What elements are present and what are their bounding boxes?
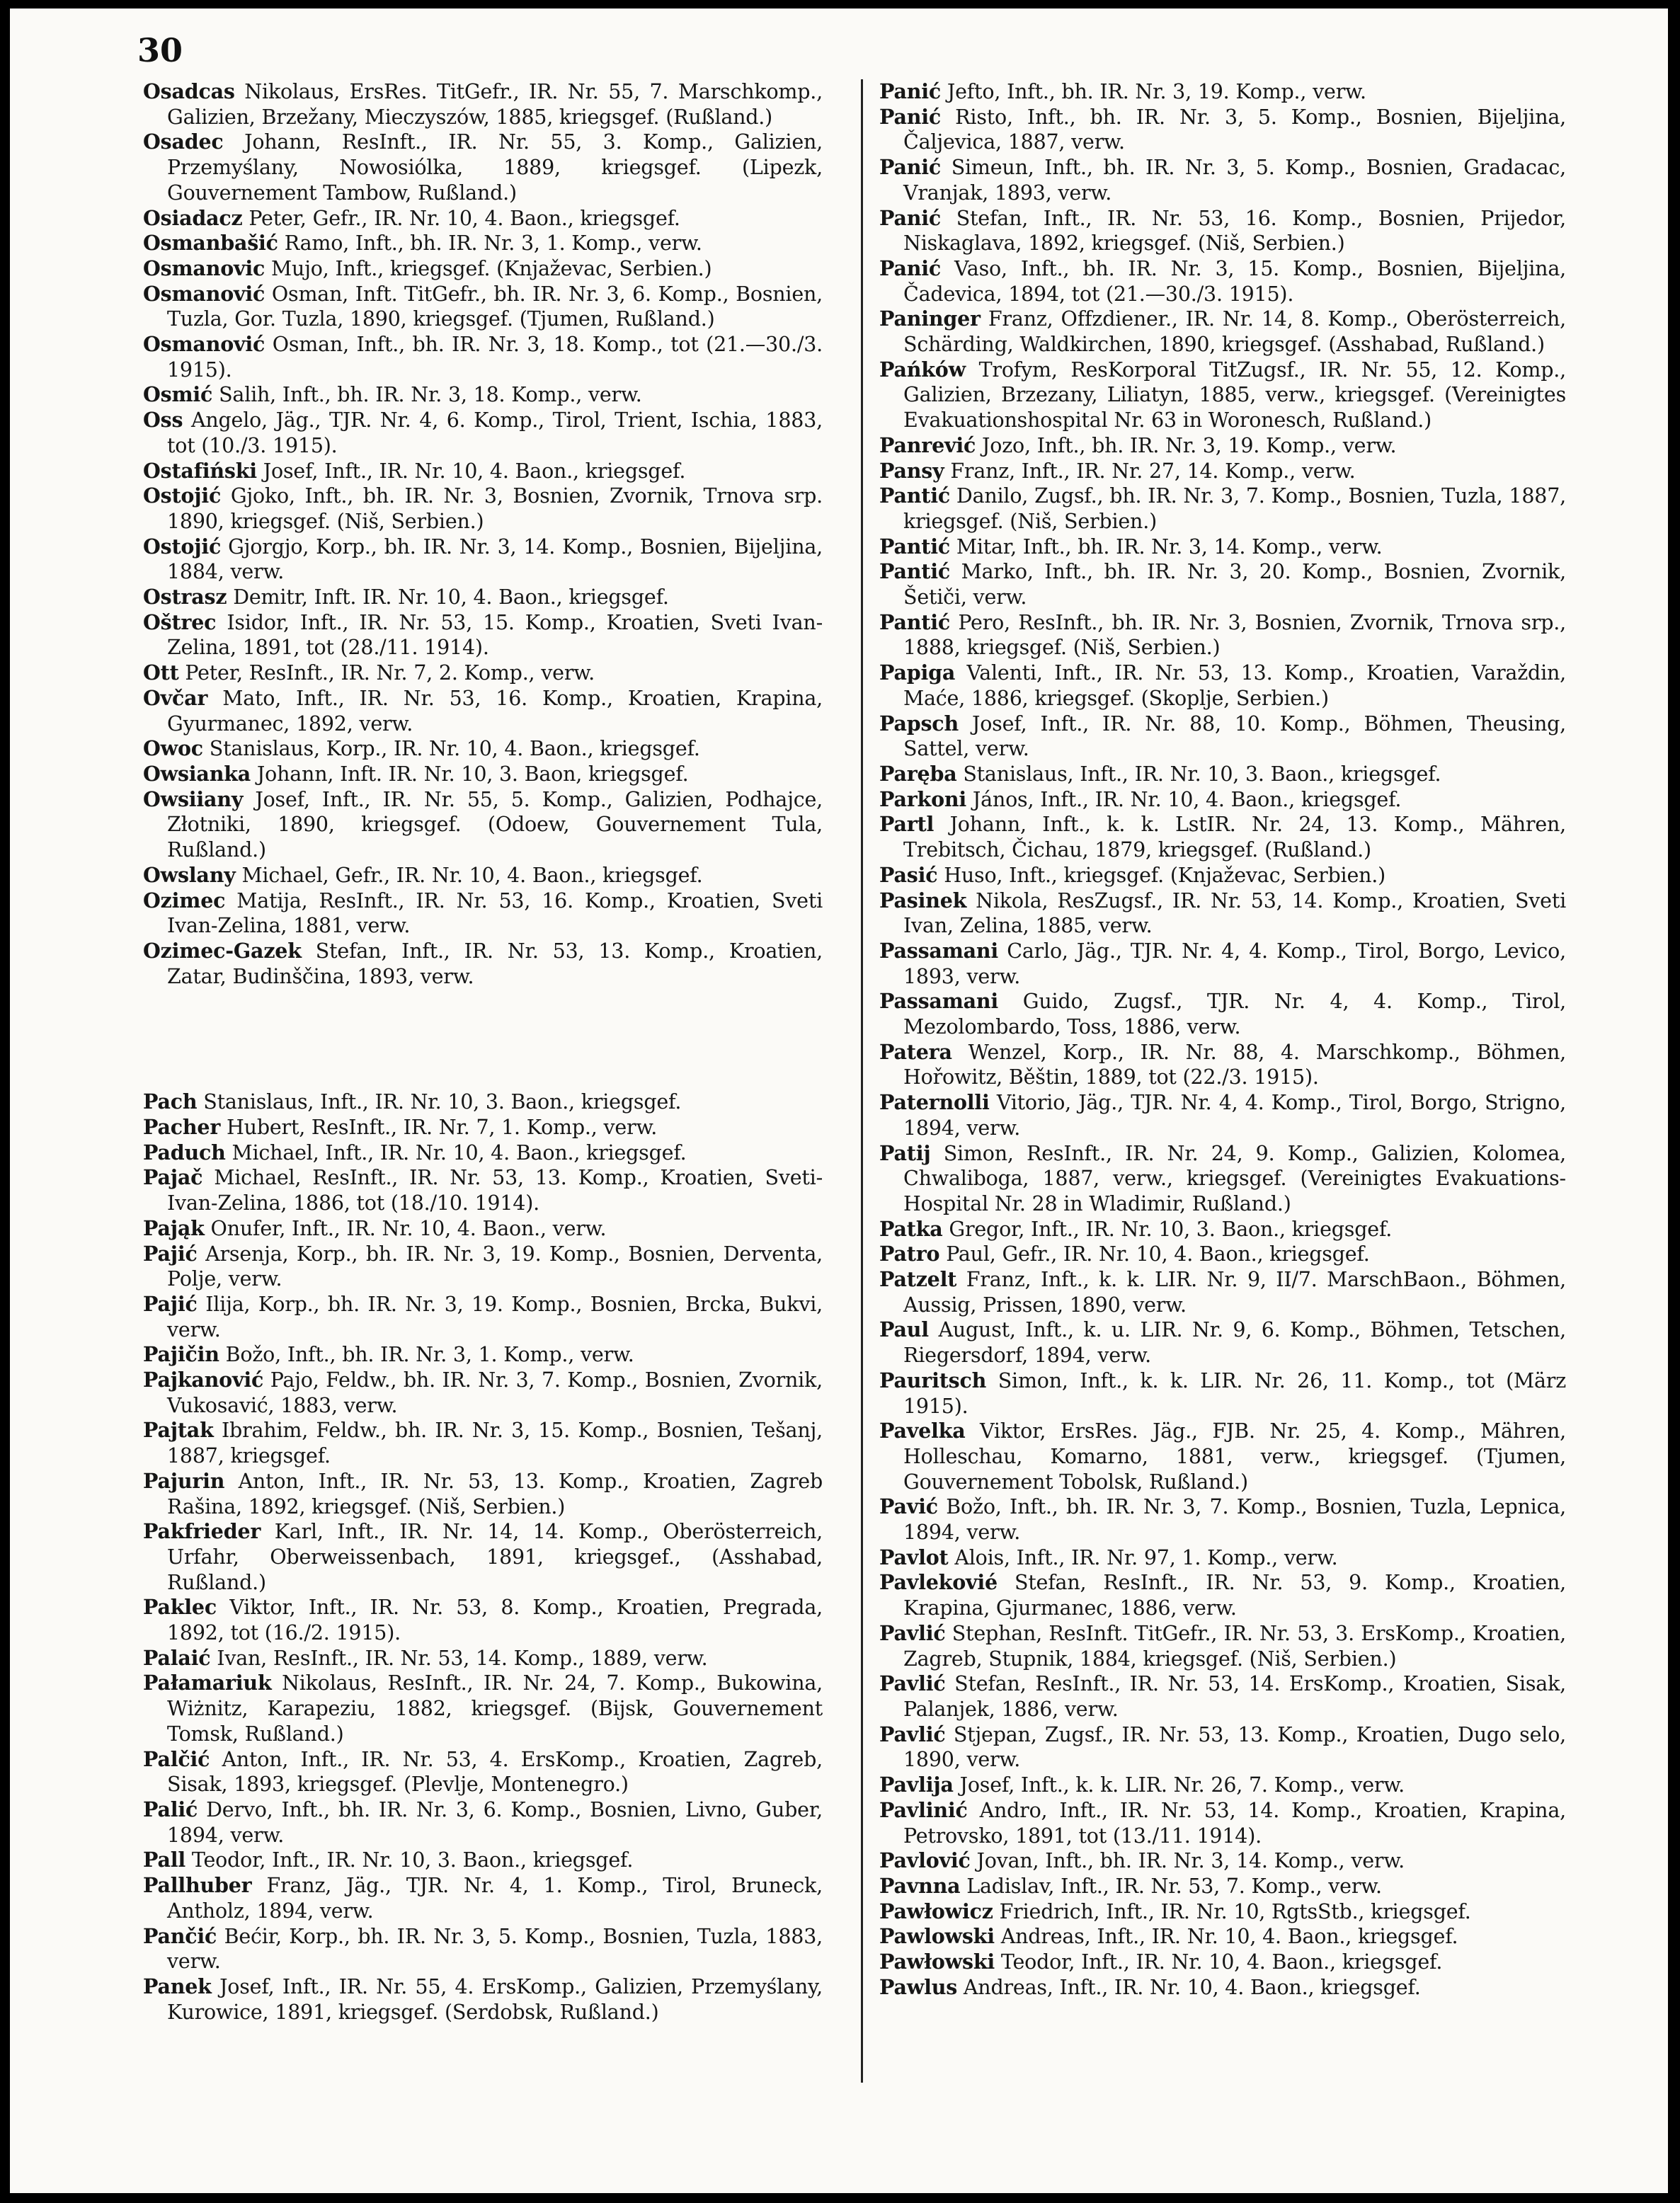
- entry-details: Jozo, Inft., bh. IR. Nr. 3, 19. Komp., verw.: [982, 433, 1397, 457]
- entry-name: Pawłowski: [879, 1950, 995, 1974]
- list-item: [143, 1216, 823, 1242]
- entry-details: Marko, Inft., bh. IR. Nr. 3, 20. Komp., Bosnien, Zvornik, Šetiči, verw.: [903, 560, 1566, 610]
- entry-details: Paul, Gefr., IR. Nr. 10, 4. Baon., kriegsgef.: [946, 1242, 1370, 1266]
- document-page: [10, 8, 1668, 2193]
- list-item: [879, 105, 1566, 155]
- entry-details: Huso, Inft., kriegsgef. (Knjaževac, Serbien.): [944, 863, 1386, 887]
- entry-details: Nikolaus, ResInft., IR. Nr. 24, 7. Komp., Bukowina, Wiżnitz, Karapeziu, 1882, kriegsgef. (Bijsk, Gouvernement Tomsk, Rußland.): [167, 1671, 823, 1746]
- entry-name: Owslany: [143, 862, 236, 887]
- entry-name: Pajkanović: [143, 1368, 264, 1392]
- list-item: [143, 1292, 823, 1342]
- entry-name: Pavlić: [879, 1671, 946, 1696]
- list-item: [143, 787, 823, 863]
- entry-name: Panić: [879, 155, 942, 180]
- entry-name: Paklec: [143, 1595, 217, 1620]
- section-gap: [143, 989, 823, 1089]
- list-item: [879, 863, 1566, 888]
- list-item: [143, 610, 823, 660]
- list-item: [143, 1368, 823, 1418]
- entry-details: Salih, Inft., bh. IR. Nr. 3, 18. Komp., verw.: [219, 383, 642, 407]
- entry-details: Ilija, Korp., bh. IR. Nr. 3, 19. Komp., Bosnien, Brcka, Bukvi, verw.: [167, 1292, 823, 1341]
- list-item: [879, 1545, 1566, 1571]
- list-item: [879, 1671, 1566, 1722]
- left-column: [143, 79, 823, 2025]
- list-item: [143, 1848, 823, 1873]
- list-item: [143, 585, 823, 610]
- entry-details: Stefan, ResInft., IR. Nr. 53, 9. Komp., Kroatien, Krapina, Gjurmanec, 1886, verw.: [903, 1571, 1566, 1620]
- entry-name: Pajtak: [143, 1418, 214, 1443]
- list-item: [143, 1671, 823, 1746]
- right-column: [879, 79, 1566, 2000]
- entry-name: Pawłowicz: [879, 1899, 993, 1923]
- list-item: [143, 1747, 823, 1797]
- entry-name: Oštrec: [143, 610, 217, 634]
- entry-details: Stjepan, Zugsf., IR. Nr. 53, 13. Komp., Kroatien, Dugo selo, 1890, verw.: [903, 1722, 1567, 1772]
- list-item: [879, 534, 1566, 560]
- entry-details: Carlo, Jäg., TJR. Nr. 4, 4. Komp., Tirol, Borgo, Levico, 1893, verw.: [903, 939, 1566, 988]
- list-item: [143, 1242, 823, 1292]
- entry-name: Pavlinić: [879, 1797, 968, 1822]
- entry-name: Pantić: [879, 483, 950, 508]
- list-item: [143, 1797, 823, 1848]
- entry-name: Paręba: [879, 761, 957, 786]
- entry-name: Osiadacz: [143, 205, 243, 230]
- section-o-entries: [143, 79, 823, 989]
- entry-name: Ostojić: [143, 483, 222, 508]
- list-item: [879, 888, 1566, 939]
- entry-details: Pero, ResInft., bh. IR. Nr. 3, Bosnien, Zvornik, Trnova srp., 1888, kriegsgef. (Niš, Serbien.): [903, 610, 1567, 660]
- entry-name: Pantić: [879, 610, 950, 634]
- entry-details: Danilo, Zugsf., bh. IR. Nr. 3, 7. Komp., Bosnien, Tuzla, 1887, kriegsgef. (Niš, Serbien.): [903, 484, 1567, 533]
- entry-name: Patera: [879, 1039, 952, 1064]
- entry-details: Teodor, Inft., IR. Nr. 10, 4. Baon., kriegsgef.: [1000, 1950, 1443, 1974]
- entry-details: Anton, Inft., IR. Nr. 53, 4. ErsKomp., Kroatien, Zagreb, Sisak, 1893, kriegsgef. (Plevlje, Montenegro.): [167, 1747, 823, 1797]
- list-item: [143, 534, 823, 585]
- list-item: [143, 939, 823, 989]
- list-item: [143, 1115, 823, 1140]
- entry-details: Michael, Gefr., IR. Nr. 10, 4. Baon., kriegsgef.: [241, 863, 703, 887]
- entry-name: Panić: [879, 104, 942, 129]
- entry-name: Owsianka: [143, 761, 251, 786]
- entry-details: Peter, Gefr., IR. Nr. 10, 4. Baon., kriegsgef.: [248, 206, 680, 230]
- list-item: [143, 282, 823, 332]
- entry-details: Friedrich, Inft., IR. Nr. 10, RgtsStb., kriegsgef.: [999, 1899, 1471, 1923]
- entry-details: Hubert, ResInft., IR. Nr. 7, 1. Komp., verw.: [227, 1116, 658, 1140]
- list-item: [879, 79, 1566, 105]
- list-item: [143, 1165, 823, 1215]
- entry-name: Papsch: [879, 711, 959, 736]
- entry-details: Andreas, Inft., IR. Nr. 10, 4. Baon., kriegsgef.: [963, 1975, 1421, 1999]
- list-item: [879, 787, 1566, 813]
- list-item: [143, 888, 823, 939]
- list-item: [879, 711, 1566, 762]
- entry-details: Nikola, ResZugsf., IR. Nr. 53, 14. Komp., Kroatien, Sveti Ivan, Zelina, 1885, verw.: [903, 888, 1567, 938]
- entry-details: Božo, Inft., bh. IR. Nr. 3, 7. Komp., Bosnien, Tuzla, Lepnica, 1894, verw.: [903, 1495, 1567, 1545]
- entry-details: Michael, ResInft., IR. Nr. 53, 13. Komp., Kroatien, Sveti-Ivan-Zelina, 1886, tot (18./10. 1914).: [167, 1166, 823, 1215]
- entry-name: Parkoni: [879, 786, 967, 811]
- entry-details: Ivan, ResInft., IR. Nr. 53, 14. Komp., 1889, verw.: [217, 1646, 708, 1670]
- entry-details: Stanislaus, Korp., IR. Nr. 10, 4. Baon., kriegsgef.: [209, 737, 700, 761]
- entry-name: Pauritsch: [879, 1368, 987, 1392]
- list-item: [143, 736, 823, 762]
- list-item: [879, 939, 1566, 989]
- entry-details: Osman, Inft. TitGefr., bh. IR. Nr. 3, 6. Komp., Bosnien, Tuzla, Gor. Tuzla, 1890, kriegsgef. (Tjumen, Rußland.): [167, 282, 823, 331]
- list-item: [143, 1469, 823, 1519]
- list-item: [879, 307, 1566, 357]
- entry-name: Osadcas: [143, 79, 235, 103]
- entry-details: Guido, Zugsf., TJR. Nr. 4, 4. Komp., Tirol, Mezolombardo, Toss, 1886, verw.: [903, 990, 1567, 1039]
- entry-name: Pantić: [879, 534, 950, 559]
- entry-name: Pałamariuk: [143, 1671, 272, 1695]
- entry-name: Pall: [143, 1848, 185, 1872]
- list-item: [143, 762, 823, 787]
- list-item: [879, 989, 1566, 1039]
- list-item: [143, 1519, 823, 1595]
- list-item: [143, 483, 823, 534]
- entry-details: Nikolaus, ErsRes. TitGefr., IR. Nr. 55, 7. Marschkomp., Galizien, Brzežany, Mieczyszów, 1885, kriegsgef. (Rußland.): [167, 80, 823, 129]
- entry-details: Vitorio, Jäg., TJR. Nr. 4, 4. Komp., Tirol, Borgo, Strigno, 1894, verw.: [903, 1091, 1567, 1140]
- list-item: [879, 206, 1566, 256]
- entry-details: Bećir, Korp., bh. IR. Nr. 3, 5. Komp., Bosnien, Tuzla, 1883, verw.: [167, 1924, 823, 1974]
- list-item: [879, 1874, 1566, 1899]
- entry-name: Patro: [879, 1242, 940, 1266]
- entry-name: Pawlus: [879, 1974, 958, 1999]
- entry-name: Ott: [143, 660, 179, 685]
- entry-name: Panić: [879, 256, 942, 280]
- entry-name: Panić: [879, 205, 942, 230]
- entry-name: Patzelt: [879, 1267, 957, 1292]
- list-item: [879, 1798, 1566, 1848]
- entry-details: Simeun, Inft., bh. IR. Nr. 3, 5. Komp., Bosnien, Gradacac, Vranjak, 1893, verw.: [903, 156, 1567, 205]
- entry-name: Pantić: [879, 559, 950, 584]
- entry-name: Ostafiński: [143, 458, 257, 483]
- list-item: [879, 1242, 1566, 1267]
- entry-name: Passamani: [879, 989, 999, 1014]
- entry-details: August, Inft., k. u. LIR. Nr. 9, 6. Komp., Böhmen, Tetschen, Riegersdorf, 1894, verw.: [903, 1318, 1567, 1368]
- right-column-entries: [879, 79, 1566, 2000]
- list-item: [879, 1924, 1566, 1950]
- entry-details: Franz, Jäg., TJR. Nr. 4, 1. Komp., Tirol, Bruneck, Antholz, 1894, verw.: [167, 1874, 823, 1923]
- entry-name: Osmanbašić: [143, 231, 278, 256]
- entry-details: Mitar, Inft., bh. IR. Nr. 3, 14. Komp., verw.: [956, 534, 1383, 559]
- entry-name: Paninger: [879, 307, 981, 331]
- list-item: [879, 1773, 1566, 1798]
- list-item: [143, 382, 823, 408]
- entry-name: Pajičin: [143, 1342, 219, 1367]
- list-item: [143, 1140, 823, 1166]
- entry-name: Pavelka: [879, 1419, 966, 1443]
- entry-details: Viktor, ErsRes. Jäg., FJB. Nr. 25, 4. Komp., Mähren, Holleschau, Komarno, 1881, verw., kriegsgef. (Tjumen, Gouvernement Tobolsk, Rußland.): [903, 1419, 1567, 1494]
- list-item: [143, 1342, 823, 1368]
- list-item: [879, 433, 1566, 459]
- list-item: [879, 1040, 1566, 1090]
- entry-details: Angelo, Jäg., TJR. Nr. 4, 6. Komp., Tirol, Trient, Ischia, 1883, tot (10./3. 1915).: [167, 408, 823, 457]
- entry-details: Teodor, Inft., IR. Nr. 10, 3. Baon., kriegsgef.: [191, 1848, 634, 1872]
- list-item: [879, 1621, 1566, 1671]
- entry-name: Pańków: [879, 357, 966, 382]
- entry-name: Pavlić: [879, 1722, 946, 1746]
- entry-name: Panrević: [879, 433, 976, 457]
- entry-details: Mato, Inft., IR. Nr. 53, 16. Komp., Kroatien, Krapina, Gyurmanec, 1892, verw.: [167, 686, 823, 736]
- entry-name: Patij: [879, 1140, 931, 1165]
- entry-name: Pakfrieder: [143, 1519, 261, 1544]
- list-item: [143, 1974, 823, 2025]
- entry-details: Osman, Inft., bh. IR. Nr. 3, 18. Komp., tot (21.—30./3. 1915).: [167, 333, 823, 382]
- list-item: [879, 1368, 1566, 1419]
- entry-details: Simon, Inft., k. k. LIR. Nr. 26, 11. Komp., tot (März 1915).: [903, 1368, 1567, 1418]
- list-item: [879, 1141, 1566, 1217]
- entry-details: Ibrahim, Feldw., bh. IR. Nr. 3, 15. Komp., Bosnien, Tešanj, 1887, kriegsgef.: [167, 1419, 823, 1468]
- page-number: 30: [137, 31, 183, 69]
- entry-name: Paduch: [143, 1140, 226, 1165]
- entry-details: Josef, Inft., IR. Nr. 88, 10. Komp., Böhmen, Theusing, Sattel, verw.: [903, 711, 1567, 761]
- list-item: [879, 1267, 1566, 1317]
- entry-name: Papiga: [879, 660, 956, 685]
- entry-name: Pavlot: [879, 1545, 949, 1569]
- entry-name: Palaić: [143, 1645, 211, 1670]
- entry-name: Ostrasz: [143, 585, 227, 610]
- list-item: [143, 1418, 823, 1468]
- entry-name: Partl: [879, 812, 935, 837]
- entry-details: Vaso, Inft., bh. IR. Nr. 3, 15. Komp., Bosnien, Bijeljina, Čadevica, 1894, tot (21.—30./3. 1915).: [903, 256, 1566, 306]
- entry-name: Pająk: [143, 1215, 205, 1240]
- entry-name: Ovčar: [143, 685, 208, 710]
- entry-details: Mujo, Inft., kriegsgef. (Knjaževac, Serbien.): [271, 256, 712, 280]
- list-item: [879, 459, 1566, 484]
- entry-name: Pavlović: [879, 1848, 971, 1873]
- entry-name: Pavlić: [879, 1620, 946, 1645]
- list-item: [143, 130, 823, 205]
- entry-name: Ozimec-Gazek: [143, 938, 302, 963]
- entry-name: Osmanović: [143, 281, 265, 306]
- entry-details: Onufer, Inft., IR. Nr. 10, 4. Baon., verw.: [210, 1216, 607, 1240]
- list-item: [879, 1975, 1566, 2001]
- list-item: [879, 762, 1566, 787]
- entry-name: Pavnna: [879, 1873, 961, 1898]
- entry-name: Pajić: [143, 1291, 198, 1316]
- entry-details: Peter, ResInft., IR. Nr. 7, 2. Komp., verw.: [185, 661, 595, 685]
- entry-name: Palčić: [143, 1746, 210, 1771]
- list-item: [879, 610, 1566, 660]
- list-item: [143, 686, 823, 736]
- entry-details: Alois, Inft., IR. Nr. 97, 1. Komp., verw.: [954, 1545, 1338, 1569]
- list-item: [879, 483, 1566, 534]
- entry-name: Osmić: [143, 382, 213, 407]
- entry-name: Ostojić: [143, 534, 222, 559]
- entry-details: Anton, Inft., IR. Nr. 53, 13. Komp., Kroatien, Zagreb Rašina, 1892, kriegsgef. (Niš, Serbien.): [167, 1469, 823, 1518]
- entry-details: Jefto, Inft., bh. IR. Nr. 3, 19. Komp., verw.: [947, 80, 1366, 103]
- list-item: [879, 660, 1566, 711]
- entry-name: Passamani: [879, 938, 999, 963]
- entry-details: Johann, Inft., k. k. LstIR. Nr. 24, 13. Komp., Mähren, Trebitsch, Čichau, 1879, kriegsgef. (Rußland.): [903, 813, 1567, 862]
- entry-details: Wenzel, Korp., IR. Nr. 88, 4. Marschkomp., Böhmen, Hořowitz, Běštin, 1889, tot (22./3. 1915).: [903, 1040, 1566, 1089]
- entry-details: Franz, Inft., IR. Nr. 27, 14. Komp., verw.: [950, 459, 1356, 483]
- entry-details: Jovan, Inft., bh. IR. Nr. 3, 14. Komp., verw.: [976, 1849, 1405, 1873]
- entry-name: Pavić: [879, 1494, 938, 1519]
- list-item: [879, 1317, 1566, 1368]
- list-item: [879, 812, 1566, 862]
- entry-details: Gregor, Inft., IR. Nr. 10, 3. Baon., kriegsgef.: [949, 1217, 1393, 1241]
- entry-name: Pavlija: [879, 1773, 954, 1797]
- entry-name: Pančić: [143, 1923, 217, 1948]
- list-item: [879, 1419, 1566, 1494]
- entry-name: Osmanović: [143, 332, 265, 357]
- list-item: [143, 1646, 823, 1671]
- list-item: [143, 79, 823, 130]
- list-item: [879, 1848, 1566, 1874]
- list-item: [879, 559, 1566, 610]
- list-item: [879, 357, 1566, 433]
- list-item: [143, 332, 823, 382]
- list-item: [143, 256, 823, 282]
- entry-name: Pawlowski: [879, 1924, 995, 1949]
- list-item: [879, 1899, 1566, 1925]
- list-item: [879, 155, 1566, 205]
- entry-details: Valenti, Inft., IR. Nr. 53, 13. Komp., Kroatien, Varaždin, Maće, 1886, kriegsgef. (Skoplje, Serbien.): [903, 661, 1567, 710]
- list-item: [143, 1595, 823, 1645]
- list-item: [143, 660, 823, 686]
- entry-details: Stefan, Inft., IR. Nr. 53, 13. Komp., Kroatien, Zatar, Budinščina, 1893, verw.: [167, 939, 823, 988]
- entry-name: Pavlekovié: [879, 1570, 998, 1595]
- entry-details: Gjorgjo, Korp., bh. IR. Nr. 3, 14. Komp., Bosnien, Bijeljina, 1884, verw.: [167, 534, 823, 584]
- entry-name: Owsiiany: [143, 786, 244, 811]
- entry-name: Paul: [879, 1317, 929, 1342]
- entry-name: Ozimec: [143, 888, 226, 912]
- entry-details: Stanislaus, Inft., IR. Nr. 10, 3. Baon., kriegsgef.: [963, 762, 1441, 786]
- entry-name: Pajić: [143, 1241, 198, 1266]
- entry-details: Franz, Inft., k. k. LIR. Nr. 9, II/7. MarschBaon., Böhmen, Aussig, Prissen, 1890, verw.: [903, 1268, 1566, 1317]
- entry-details: Ladislav, Inft., IR. Nr. 53, 7. Komp., verw.: [966, 1874, 1382, 1898]
- list-item: [879, 1950, 1566, 1975]
- entry-details: Pajo, Feldw., bh. IR. Nr. 3, 7. Komp., Bosnien, Zvornik, Vukosavić, 1883, verw.: [167, 1368, 823, 1417]
- entry-name: Osmanovic: [143, 256, 265, 280]
- entry-name: Pajač: [143, 1165, 203, 1190]
- entry-name: Pacher: [143, 1115, 221, 1140]
- entry-details: Josef, Inft., IR. Nr. 55, 5. Komp., Galizien, Podhajce, Złotniki, 1890, kriegsgef. (Odoew, Gouvernement Tula, Rußland.): [167, 787, 823, 862]
- list-item: [879, 1570, 1566, 1620]
- list-item: [879, 1722, 1566, 1773]
- list-item: [879, 1217, 1566, 1242]
- entry-details: Isidor, Inft., IR. Nr. 53, 15. Komp., Kroatien, Sveti Ivan-Zelina, 1891, tot (28./11. 1914).: [167, 610, 823, 660]
- entry-name: Patka: [879, 1216, 943, 1241]
- entry-details: Stanislaus, Inft., IR. Nr. 10, 3. Baon., kriegsgef.: [203, 1090, 682, 1114]
- entry-details: Viktor, Inft., IR. Nr. 53, 8. Komp., Kroatien, Pregrada, 1892, tot (16./2. 1915).: [167, 1596, 823, 1645]
- entry-name: Panić: [879, 79, 942, 103]
- entry-details: Andreas, Inft., IR. Nr. 10, 4. Baon., kriegsgef.: [1000, 1925, 1458, 1949]
- entry-details: Arsenja, Korp., bh. IR. Nr. 3, 19. Komp., Bosnien, Derventa, Polje, verw.: [167, 1242, 823, 1291]
- entry-details: Gjoko, Inft., bh. IR. Nr. 3, Bosnien, Zvornik, Trnova srp. 1890, kriegsgef. (Niš, Serbien.): [167, 484, 823, 533]
- entry-name: Pansy: [879, 458, 944, 483]
- entry-details: Risto, Inft., bh. IR. Nr. 3, 5. Komp., Bosnien, Bijeljina, Čaljevica, 1887, verw.: [903, 105, 1566, 154]
- list-item: [143, 231, 823, 256]
- list-item: [879, 1090, 1566, 1140]
- entry-details: Josef, Inft., IR. Nr. 55, 4. ErsKomp., Galizien, Przemyślany, Kurowice, 1891, kriegsgef. (Serdobsk, Rußland.): [167, 1974, 823, 2024]
- entry-details: Demitr, Inft. IR. Nr. 10, 4. Baon., kriegsgef.: [233, 585, 669, 610]
- entry-details: Johann, ResInft., IR. Nr. 55, 3. Komp., Galizien, Przemyślany, Nowosiólka, 1889, kriegsgef. (Lipezk, Gouvernement Tambow, Rußland.): [167, 130, 823, 205]
- entry-details: Ramo, Inft., bh. IR. Nr. 3, 1. Komp., verw.: [284, 231, 702, 256]
- list-item: [143, 206, 823, 231]
- entry-name: Osadec: [143, 130, 224, 154]
- entry-name: Oss: [143, 408, 183, 433]
- entry-name: Panek: [143, 1974, 212, 1998]
- entry-details: Božo, Inft., bh. IR. Nr. 3, 1. Komp., verw.: [225, 1343, 634, 1367]
- entry-name: Pach: [143, 1089, 198, 1114]
- list-item: [143, 459, 823, 484]
- entry-details: Karl, Inft., IR. Nr. 14, 14. Komp., Oberösterreich, Urfahr, Oberweissenbach, 1891, kriegsgef., (Asshabad, Rußland.): [167, 1520, 823, 1594]
- entry-details: Trofym, ResKorporal TitZugsf., IR. Nr. 55, 12. Komp., Galizien, Brzezany, Liliatyn, 1885, verw., kriegsgef. (Vereinigtes Evakuationshospital Nr. 63 in Woronesch, Rußland.): [903, 357, 1566, 433]
- section-p-entries: [143, 1089, 823, 2025]
- list-item: [879, 256, 1566, 307]
- list-item: [143, 408, 823, 458]
- entry-details: Michael, Inft., IR. Nr. 10, 4. Baon., kriegsgef.: [232, 1140, 687, 1165]
- entry-details: Johann, Inft. IR. Nr. 10, 3. Baon, kriegsgef.: [256, 762, 689, 786]
- column-divider: [861, 79, 863, 2083]
- entry-details: Josef, Inft., k. k. LIR. Nr. 26, 7. Komp., verw.: [959, 1773, 1405, 1797]
- entry-name: Pasić: [879, 862, 938, 887]
- entry-details: Matija, ResInft., IR. Nr. 53, 16. Komp., Kroatien, Sveti Ivan-Zelina, 1881, verw.: [167, 888, 823, 938]
- list-item: [143, 1924, 823, 1974]
- entry-name: Owoc: [143, 736, 203, 761]
- entry-details: Franz, Offzdiener., IR. Nr. 14, 8. Komp., Oberösterreich, Schärding, Waldkirchen, 1890, kriegsgef. (Asshabad, Rußland.): [903, 307, 1567, 357]
- list-item: [143, 863, 823, 888]
- list-item: [879, 1494, 1566, 1545]
- list-item: [143, 1873, 823, 1923]
- entry-name: Pasinek: [879, 888, 967, 912]
- entry-name: Paternolli: [879, 1090, 990, 1115]
- entry-details: Dervo, Inft., bh. IR. Nr. 3, 6. Komp., Bosnien, Livno, Guber, 1894, verw.: [167, 1798, 823, 1847]
- entry-name: Pallhuber: [143, 1873, 252, 1898]
- entry-details: Stefan, ResInft., IR. Nr. 53, 14. ErsKomp., Kroatien, Sisak, Palanjek, 1886, verw.: [903, 1672, 1566, 1721]
- list-item: [143, 1089, 823, 1115]
- entry-name: Pajurin: [143, 1468, 225, 1493]
- entry-details: János, Inft., IR. Nr. 10, 4. Baon., kriegsgef.: [972, 787, 1402, 811]
- entry-details: Simon, ResInft., IR. Nr. 24, 9. Komp., Galizien, Kolomea, Chwaliboga, 1887, verw., kriegsgef. (Vereinigtes Evakuations-Hospital Nr. 28 in Wladimir, Rußland.): [903, 1141, 1567, 1215]
- entry-details: Stefan, Inft., IR. Nr. 53, 16. Komp., Bosnien, Prijedor, Niskaglava, 1892, kriegsgef. (Niš, Serbien.): [903, 206, 1567, 256]
- entry-details: Stephan, ResInft. TitGefr., IR. Nr. 53, 3. ErsKomp., Kroatien, Zagreb, Stupnik, 1884, kriegsgef. (Niš, Serbien.): [903, 1621, 1566, 1671]
- entry-name: Palić: [143, 1797, 198, 1821]
- entry-details: Andro, Inft., IR. Nr. 53, 14. Komp., Kroatien, Krapina, Petrovsko, 1891, tot (13./11. 1914).: [903, 1798, 1566, 1848]
- entry-details: Josef, Inft., IR. Nr. 10, 4. Baon., kriegsgef.: [263, 459, 686, 483]
